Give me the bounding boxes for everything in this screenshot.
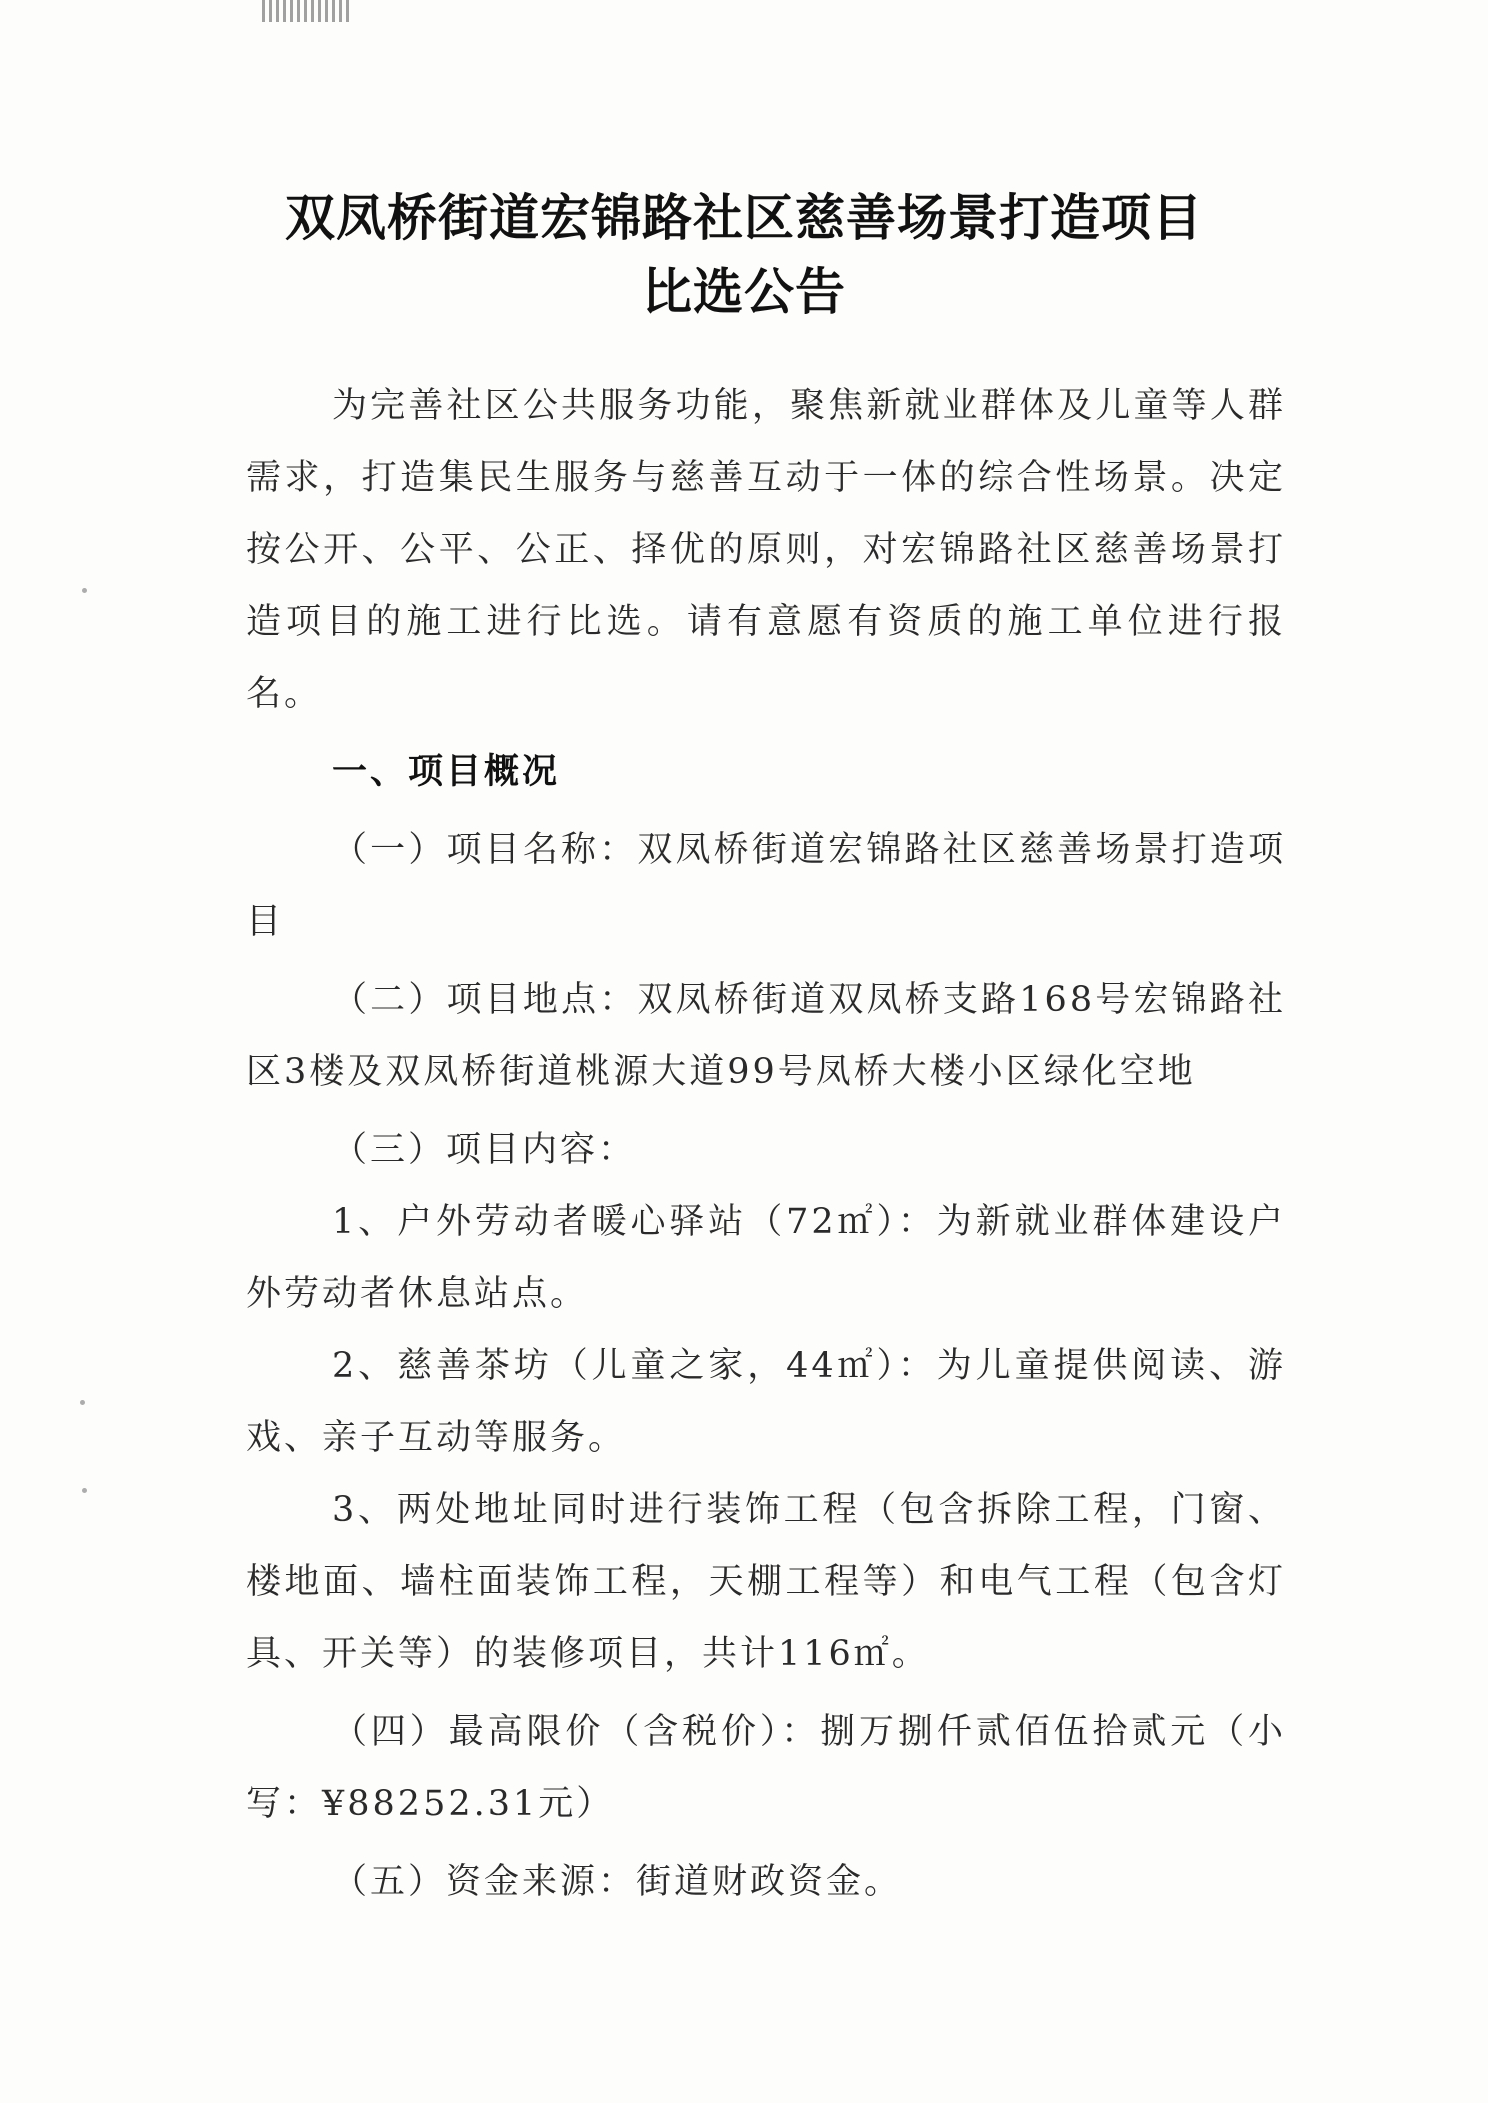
scan-artifact <box>82 1488 87 1493</box>
item-project-location: （二）项目地点：双凤桥街道双凤桥支路168号宏锦路社区3楼及双凤桥街道桃源大道99号凤桥大楼小区绿化空地 <box>246 980 1286 1092</box>
content-item-2: 2、慈善茶坊（儿童之家，44㎡）：为儿童提供阅读、游戏、亲子互动等服务。 <box>246 1346 1286 1458</box>
document-body <box>246 370 1286 1918</box>
item-project-name: （一）项目名称：双凤桥街道宏锦路社区慈善场景打造项目 <box>246 830 1286 942</box>
item-funding-source: （五）资金来源：街道财政资金。 <box>332 1862 903 1902</box>
scan-artifact <box>80 1400 85 1405</box>
scan-artifact <box>262 0 352 22</box>
section-heading: 一、项目概况 <box>332 752 561 792</box>
item-max-price: （四）最高限价（含税价）：捌万捌仟贰佰伍拾贰元（小写：¥88252.31元） <box>246 1712 1286 1824</box>
document-title-line2: 比选公告 <box>642 262 846 321</box>
document-title-line1: 双凤桥街道宏锦路社区慈善场景打造项目 <box>285 188 1203 247</box>
scan-artifact <box>82 588 87 593</box>
item-project-content: （三）项目内容： <box>332 1130 637 1170</box>
content-item-1: 1、户外劳动者暖心驿站（72㎡）：为新就业群体建设户外劳动者休息站点。 <box>246 1202 1286 1314</box>
content-item-3: 3、两处地址同时进行装饰工程（包含拆除工程，门窗、楼地面、墙柱面装饰工程，天棚工程等）和电气工程（包含灯具、开关等）的装修项目，共计116㎡。 <box>246 1490 1286 1674</box>
intro-paragraph: 为完善社区公共服务功能，聚焦新就业群体及儿童等人群需求，打造集民生服务与慈善互动于一体的综合性场景。决定按公开、公平、公正、择优的原则，对宏锦路社区慈善场景打造项目的施工进行比选。请有意愿有资质的施工单位进行报名。 <box>246 386 1286 714</box>
